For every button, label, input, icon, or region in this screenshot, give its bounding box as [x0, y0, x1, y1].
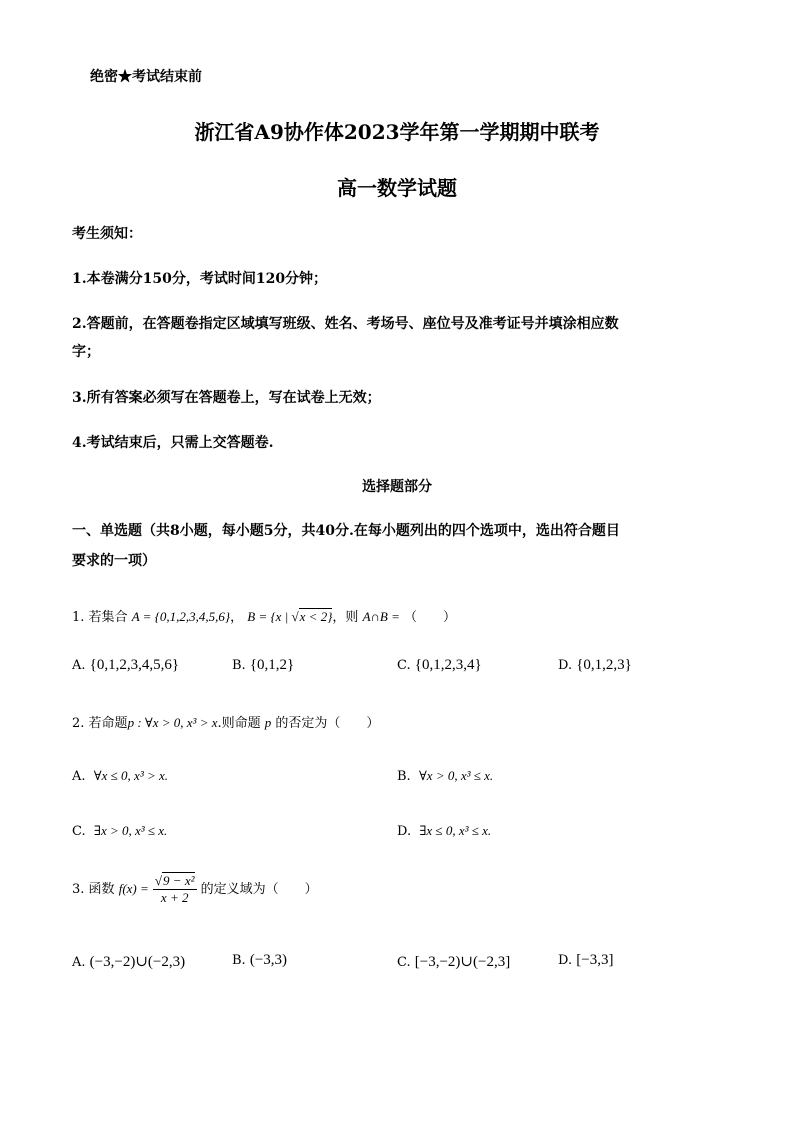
- intersection: A∩B =: [362, 609, 400, 624]
- option-label: D.: [558, 658, 573, 673]
- section-heading-line2: 要求的一项）: [72, 553, 156, 569]
- question-post: 的否定为（ ）: [275, 716, 380, 731]
- option-text: [−3,−2)∪(−2,3]: [414, 954, 511, 970]
- question-post: 的定义域为（ ）: [200, 882, 318, 897]
- numerator: 9 − x²: [163, 873, 195, 888]
- option-text: ∃x > 0, x³ ≤ x.: [93, 823, 168, 838]
- question-number: 2.: [72, 716, 85, 731]
- q2-option-c[interactable]: [72, 823, 167, 839]
- q3-option-b[interactable]: [232, 952, 287, 969]
- set-b-left: B = {x: [247, 609, 282, 624]
- answer-paren: （ ）: [404, 610, 457, 625]
- option-label: B.: [232, 658, 246, 673]
- option-text: ∃x ≤ 0, x³ ≤ x.: [419, 823, 492, 838]
- q2-option-a[interactable]: [72, 768, 168, 784]
- question-3: [72, 873, 318, 906]
- set-b-right: x < 2}: [299, 609, 333, 624]
- q3-option-c[interactable]: [397, 952, 510, 971]
- exam-subtitle: 高一数学试题: [337, 176, 457, 200]
- question-mid: .则命题: [217, 716, 261, 731]
- question-text: 若命题: [88, 716, 128, 731]
- question-text: 若集合: [88, 610, 128, 625]
- option-label: D.: [558, 953, 573, 968]
- option-label: A.: [72, 658, 86, 673]
- q3-option-d[interactable]: [558, 952, 613, 969]
- notice-heading: 考生须知：: [72, 226, 142, 242]
- option-text: (−3,−2)∪(−2,3): [89, 954, 186, 970]
- option-text: {0,1,2}: [249, 657, 295, 673]
- confidential-label: 绝密★考试结束前: [90, 69, 202, 85]
- fraction: $\frac{\text{√9 − x²}}{x + 2}$: [154, 873, 195, 905]
- notice-item-2: 2.答题前，在答题卷指定区域填写班级、姓名、考场号、座位号及准考证号并填涂相应数: [72, 316, 619, 332]
- q2-option-d[interactable]: [397, 823, 491, 839]
- notice-item-3: 3.所有答案必须写在答题卷上，写在试卷上无效；: [72, 390, 381, 406]
- exam-title: 浙江省A9协作体2023学年第一学期期中联考: [194, 120, 600, 144]
- option-text: ∀x ≤ 0, x³ > x.: [93, 768, 169, 783]
- option-label: D.: [397, 824, 412, 839]
- comma: ，: [230, 610, 244, 625]
- question-number: 1.: [72, 610, 85, 625]
- set-b: B = {x | √x < 2}: [247, 609, 333, 624]
- section-title: 选择题部分: [362, 479, 432, 495]
- option-label: C.: [397, 955, 411, 970]
- q2-option-b[interactable]: [397, 768, 493, 784]
- option-text: [−3,3]: [576, 952, 614, 968]
- set-a: A = {0,1,2,3,4,5,6}: [131, 609, 231, 624]
- proposition-p: p: [264, 715, 272, 730]
- option-text: ∀x > 0, x³ ≤ x.: [418, 768, 494, 783]
- question-2: [72, 712, 379, 731]
- option-label: C.: [72, 824, 86, 839]
- denominator: x + 2: [160, 890, 189, 905]
- proposition: p : ∀x > 0, x³ > x: [127, 715, 218, 730]
- q1-option-c[interactable]: [397, 657, 482, 674]
- option-label: A.: [72, 955, 86, 970]
- question-text: 函数: [88, 882, 115, 897]
- section-heading-line1: 一、单选题（共8小题，每小题5分，共40分.在每小题列出的四个选项中，选出符合题目: [72, 523, 620, 539]
- then-text: ，则: [332, 610, 359, 625]
- q3-option-a[interactable]: [72, 952, 185, 971]
- q1-option-a[interactable]: [72, 657, 179, 674]
- option-text: {0,1,2,3,4}: [414, 657, 482, 673]
- q1-option-b[interactable]: [232, 657, 294, 674]
- notice-item-1: 1.本卷满分150分，考试时间120分钟；: [72, 271, 328, 287]
- option-label: B.: [232, 953, 246, 968]
- option-label: C.: [397, 658, 411, 673]
- function-fx: f(x) =: [118, 881, 149, 896]
- option-label: A.: [72, 769, 86, 784]
- option-text: {0,1,2,3}: [576, 657, 632, 673]
- notice-item-4: 4.考试结束后，只需上交答题卷.: [72, 435, 274, 451]
- notice-item-2-cont: 字；: [72, 344, 100, 360]
- q1-option-d[interactable]: [558, 657, 632, 674]
- option-label: B.: [397, 769, 411, 784]
- question-1: [72, 606, 456, 625]
- question-number: 3.: [72, 882, 85, 897]
- option-text: {0,1,2,3,4,5,6}: [89, 657, 180, 673]
- option-text: (−3,3): [249, 952, 288, 968]
